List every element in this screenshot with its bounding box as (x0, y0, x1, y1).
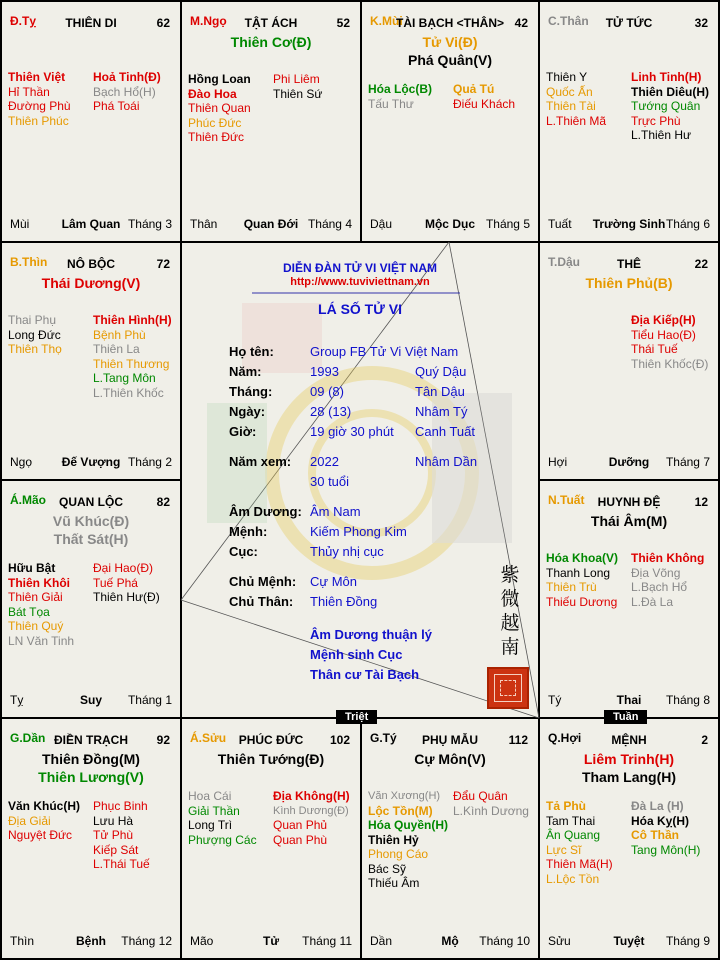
minor-star: Quốc Ấn (546, 84, 593, 99)
minor-star: Bác Sỹ (368, 861, 407, 876)
palace-name: NÔ BỘC (67, 257, 115, 271)
minor-star: Bát Tọa (8, 604, 50, 619)
info-value: Kiếm Phong Kim (310, 524, 407, 539)
palace-can-chi: G.Tý (370, 731, 397, 745)
minor-star: Hoả Tinh(Đ) (93, 70, 161, 84)
footer-stage: Thai (616, 693, 642, 707)
main-star: Thiên Tướng(Đ) (217, 751, 325, 767)
info-label: Âm Dương: (229, 504, 302, 519)
dai-han-number: 2 (701, 733, 708, 747)
info-row (0, 574, 720, 590)
footer-month: Tháng 3 (127, 217, 172, 231)
forum-title: DIỄN ĐÀN TỬ VI VIỆT NAM (283, 261, 437, 275)
palace-can-chi: Á.Mão (10, 493, 46, 507)
footer-branch: Thân (190, 217, 218, 231)
minor-star: Hóa Lộc(B) (368, 82, 432, 96)
footer-stage: Tuyệt (613, 934, 645, 948)
minor-star: L.Đà La (631, 594, 674, 609)
minor-star: Địa Kiếp(H) (631, 313, 696, 327)
minor-star: Điếu Khách (453, 96, 516, 111)
info-value: 19 giờ 30 phút (310, 424, 394, 439)
minor-star: Thiên Quan (188, 101, 251, 115)
minor-star: Thiên Diêu(H) (631, 84, 709, 99)
minor-star: Thái Tuế (631, 342, 678, 356)
palace-can-chi: Q.Hợi (548, 731, 582, 745)
main-star: Thái Âm(M) (590, 513, 668, 529)
minor-star: Thiên Hỷ (368, 832, 419, 847)
minor-star: Địa Giải (8, 813, 51, 828)
minor-star: Long Trì (188, 818, 233, 832)
minor-star: Linh Tinh(H) (631, 70, 702, 84)
minor-star: L.Thiên Mã (546, 113, 607, 128)
palace-name: MỆNH (611, 733, 647, 747)
footer-month: Tháng 10 (479, 934, 530, 948)
minor-star: Văn Khúc(H) (8, 799, 80, 813)
info-row (0, 364, 720, 380)
main-star: Thiên Đồng(M) (42, 751, 140, 767)
minor-star: Thiên Việt (8, 70, 66, 84)
info-row (0, 594, 720, 610)
main-star: Cự Môn(V) (414, 751, 486, 767)
minor-star: Phượng Các (188, 832, 257, 847)
info-value-can-chi: Tân Dậu (415, 384, 465, 399)
minor-star: Thiếu Dương (546, 594, 618, 609)
footer-month: Tháng 7 (665, 455, 710, 469)
minor-star: Lực Sĩ (546, 842, 582, 857)
minor-star: Hoa Cái (188, 789, 232, 803)
palace-name: QUAN LỘC (59, 495, 123, 509)
footer-branch: Thìn (10, 934, 35, 948)
palace-can-chi: C.Thân (548, 14, 589, 28)
minor-star: Hỉ Thần (8, 84, 50, 99)
minor-star: L.Thiên Khốc (93, 385, 164, 400)
minor-star: Lưu Hà (93, 813, 134, 828)
minor-star: Thiên Khốc(Đ) (631, 356, 709, 371)
dai-han-number: 42 (514, 16, 528, 30)
info-row (0, 424, 720, 440)
minor-star: Phi Liêm (273, 72, 320, 86)
note-line: Âm Dương thuận lý (310, 627, 432, 642)
minor-star: Thiên Thọ (8, 342, 62, 356)
palace-name: TỬ TỨC (605, 16, 653, 30)
minor-star: Thiên Sứ (273, 86, 323, 101)
minor-star: Văn Xương(H) (368, 790, 441, 802)
chart-title: LÁ SỐ TỬ VI (318, 301, 402, 317)
minor-star: Thai Phụ (8, 313, 57, 327)
minor-star: Địa Võng (631, 565, 681, 580)
dai-han-number: 62 (156, 16, 170, 30)
info-value-can-chi: Quý Dậu (415, 364, 467, 379)
note-line: Mệnh sinh Cục (310, 647, 403, 662)
minor-star: Thiên Quý (8, 619, 64, 633)
minor-star: Đại Hao(Đ) (93, 561, 154, 575)
palace-can-chi: N.Tuất (548, 493, 585, 507)
minor-star: Địa Không(H) (273, 789, 350, 803)
info-value: 2022 (310, 454, 339, 469)
footer-stage: Quan Đới (243, 217, 299, 231)
dai-han-number: 22 (694, 257, 708, 271)
minor-star: Bệnh Phù (93, 327, 146, 342)
seal-vertical-text (498, 563, 522, 659)
palace-can-chi: G.Dần (10, 731, 46, 745)
palace-can-chi: T.Dậu (548, 255, 581, 269)
minor-star: L.Thiên Hư (631, 128, 692, 142)
footer-month: Tháng 8 (665, 693, 710, 707)
info-value: 09 (8) (310, 384, 344, 399)
palace-name: ĐIỀN TRẠCH (54, 733, 128, 747)
footer-month: Tháng 12 (121, 934, 172, 948)
minor-star: Tử Phù (93, 828, 134, 842)
footer-month: Tháng 2 (127, 455, 172, 469)
minor-star: Kiếp Sát (93, 842, 139, 857)
footer-branch: Mùi (10, 217, 30, 231)
minor-star: Thiên La (93, 342, 140, 356)
footer-month: Tháng 5 (485, 217, 530, 231)
palace-can-chi: K.Mùi (370, 14, 403, 28)
footer-branch: Hợi (548, 455, 568, 469)
minor-star: Ân Quang (546, 828, 601, 842)
footer-stage: Bệnh (76, 934, 106, 948)
minor-star: Phục Binh (93, 799, 148, 813)
minor-star: Thiên Trù (546, 580, 597, 594)
minor-star: Tuế Phá (93, 575, 138, 590)
minor-star: Hữu Bật (8, 561, 56, 575)
main-star: Phá Quân(V) (407, 52, 492, 68)
footer-stage: Đế Vượng (61, 455, 121, 469)
minor-star: Thiên Mã(H) (546, 857, 613, 871)
main-star: Liêm Trinh(H) (583, 751, 675, 767)
main-star: Tham Lang(H) (581, 769, 677, 785)
info-label: Chủ Mệnh: (229, 574, 297, 589)
dai-han-number: 82 (156, 495, 170, 509)
minor-star: Nguyệt Đức (8, 828, 73, 842)
main-star: Thiên Phủ(B) (585, 275, 673, 291)
info-value-can-chi: Canh Tuất (415, 424, 475, 439)
info-label: Năm xem: (229, 454, 292, 469)
minor-star: Hồng Loan (188, 72, 251, 86)
info-value: 1993 (310, 364, 339, 379)
seal-stamp (487, 667, 529, 709)
seal-char: 南 (500, 636, 520, 658)
info-row (0, 474, 720, 490)
seal-char: 越 (500, 612, 520, 634)
minor-star: Tang Môn(H) (631, 842, 701, 857)
palace-name: THÊ (617, 257, 641, 271)
info-row (0, 524, 720, 540)
footer-stage: Mộ (441, 934, 459, 948)
minor-star: Đường Phù (8, 99, 71, 113)
footer-stage: Lâm Quan (61, 217, 121, 231)
minor-star: L.Tang Môn (93, 371, 156, 385)
footer-branch: Mão (190, 934, 214, 948)
minor-star: Quan Phù (273, 832, 328, 847)
info-value: Thiên Đồng (310, 594, 378, 609)
minor-star: Tấu Thư (368, 96, 414, 111)
footer-branch: Sửu (548, 934, 571, 948)
info-row (0, 544, 720, 560)
minor-star: Hóa Kỵ(H) (631, 813, 690, 828)
info-row (0, 344, 720, 360)
dai-han-number: 72 (156, 257, 170, 271)
dai-han-number: 32 (694, 16, 708, 30)
info-label: Họ tên: (229, 344, 274, 359)
footer-month: Tháng 1 (127, 693, 172, 707)
minor-star: Đẩu Quân (453, 789, 508, 803)
palace-can-chi: Á.Sửu (190, 731, 227, 745)
info-row (0, 404, 720, 420)
dai-han-number: 52 (336, 16, 350, 30)
main-star: Thiên Lương(V) (38, 769, 144, 785)
info-label: Giờ: (229, 424, 257, 439)
palace-name: THIÊN DI (65, 16, 117, 30)
footer-branch: Ngọ (10, 455, 33, 469)
info-value-can-chi: Nhâm Tý (415, 404, 468, 419)
main-star: Thất Sát(H) (53, 531, 129, 547)
footer-branch: Dậu (370, 217, 393, 231)
footer-stage: Tử (262, 934, 280, 948)
minor-star: Thiên Hình(H) (93, 313, 172, 327)
minor-star: L.Kình Dương (453, 803, 529, 818)
minor-star: Tả Phù (546, 799, 587, 813)
minor-star: Thiếu Âm (368, 876, 420, 890)
main-star: Vũ Khúc(Đ) (52, 513, 130, 529)
info-label: Mệnh: (229, 524, 268, 539)
minor-star: L.Lộc Tồn (546, 871, 600, 886)
footer-branch: Tuất (548, 217, 572, 231)
footer-month: Tháng 6 (665, 217, 710, 231)
seal-char: 微 (500, 588, 520, 610)
info-label: Cục: (229, 544, 258, 559)
info-value: Thủy nhị cục (310, 544, 384, 559)
footer-month: Tháng 9 (665, 934, 710, 948)
info-row (0, 454, 720, 470)
info-label: Ngày: (229, 404, 266, 419)
minor-star: Quả Tú (453, 82, 495, 96)
minor-star: Hóa Quyền(H) (368, 818, 449, 832)
minor-star: Thiên Y (546, 70, 588, 84)
footer-month: Tháng 4 (307, 217, 352, 231)
minor-star: Đà La (H) (631, 799, 684, 813)
minor-star: Phong Cáo (368, 847, 429, 861)
minor-star: Thiên Hư(Đ) (93, 590, 160, 604)
dai-han-number: 12 (694, 495, 708, 509)
palace-can-chi: M.Ngọ (190, 14, 227, 28)
minor-star: Thiên Thương (93, 356, 170, 371)
palace-name: TÀI BẠCH <THÂN> (395, 16, 504, 30)
dai-han-number: 92 (156, 733, 170, 747)
minor-star: L.Thái Tuế (93, 857, 150, 871)
minor-star: Quan Phủ (273, 818, 328, 832)
minor-star: Thiên Giải (8, 590, 63, 604)
palace-name: TẬT ÁCH (244, 16, 298, 30)
minor-star: Đào Hoa (188, 86, 237, 101)
palace-name: HUYNH ĐỆ (597, 495, 661, 509)
minor-star: LN Văn Tinh (8, 633, 75, 648)
minor-star: Phúc Đức (188, 115, 242, 130)
minor-star: Thiên Khôi (8, 575, 70, 590)
info-row (0, 384, 720, 400)
seal-char: 紫 (500, 564, 520, 586)
minor-star: Kình Dương(Đ) (273, 804, 349, 817)
palace-can-chi: Đ.Tỵ (10, 14, 37, 28)
main-star: Tử Vi(Đ) (422, 34, 478, 50)
dai-han-number: 112 (508, 733, 528, 747)
footer-branch: Tý (548, 693, 562, 707)
footer-branch: Tỵ (10, 693, 24, 707)
minor-star: Giải Thần (188, 803, 240, 818)
palace-can-chi: B.Thìn (10, 255, 48, 269)
info-value: Cự Môn (310, 574, 357, 589)
minor-star: Thiên Đức (188, 130, 245, 144)
tuan-marker: Tuần (604, 710, 647, 724)
minor-star: Trực Phù (631, 113, 681, 128)
minor-star: Thanh Long (546, 565, 611, 580)
info-value: 28 (13) (310, 404, 352, 419)
info-label: Năm: (229, 364, 262, 379)
info-value-can-chi: Nhâm Dần (415, 454, 478, 469)
palace-name: PHÚC ĐỨC (238, 733, 304, 747)
palace-name: PHỤ MẪU (422, 733, 478, 747)
footer-stage: Suy (79, 693, 102, 707)
minor-star: Bạch Hổ(H) (93, 84, 156, 99)
main-star: Thiên Cơ(Đ) (230, 34, 312, 50)
info-label: Tháng: (229, 384, 273, 399)
forum-url[interactable]: http://www.tuviviettnam.vn (290, 276, 430, 288)
info-value: 30 tuổi (310, 474, 350, 489)
triet-marker: Triệt (336, 710, 377, 724)
footer-branch: Dần (370, 934, 393, 948)
minor-star: L.Bạch Hổ (631, 580, 688, 594)
notes (310, 625, 432, 685)
main-star: Thái Dương(V) (41, 275, 141, 291)
footer-stage: Mộc Dục (424, 217, 475, 231)
note-line: Thân cư Tài Bạch (310, 667, 420, 682)
info-value: Âm Nam (310, 504, 361, 519)
minor-star: Thiên Tài (546, 99, 596, 113)
minor-star: Tướng Quân (631, 99, 701, 113)
info-row (0, 504, 720, 520)
minor-star: Hóa Khoa(V) (546, 551, 618, 565)
minor-star: Tam Thai (546, 813, 596, 828)
footer-stage: Trường Sinh (592, 217, 666, 231)
minor-star: Long Đức (8, 327, 61, 342)
minor-star: Tiểu Hao(Đ) (631, 327, 696, 342)
minor-star: Lộc Tồn(M) (368, 803, 433, 818)
info-value: Group FB Tử Vi Việt Nam (310, 344, 459, 359)
minor-star: Cô Thần (631, 828, 679, 842)
minor-star: Phá Toái (93, 99, 140, 113)
minor-star: Thiên Phúc (8, 113, 69, 128)
footer-month: Tháng 11 (302, 934, 352, 948)
center-panel (182, 243, 538, 717)
dai-han-number: 102 (329, 733, 350, 747)
minor-star: Thiên Không (631, 551, 705, 565)
footer-stage: Dưỡng (608, 455, 650, 469)
info-label: Chủ Thân: (229, 594, 294, 609)
